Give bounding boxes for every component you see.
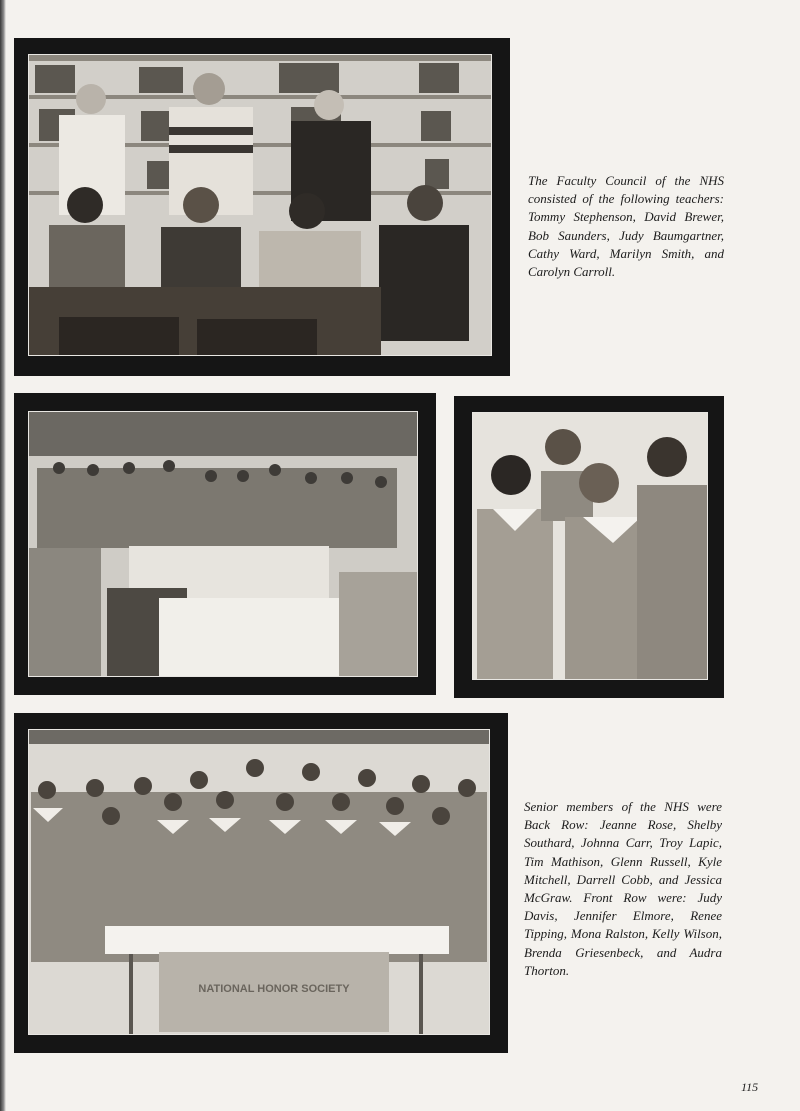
- page-number: 115: [741, 1080, 759, 1094]
- faculty-council-photo: [28, 54, 492, 356]
- ceremony-photo-frame: [14, 393, 436, 695]
- ceremony-photo: [28, 411, 418, 677]
- students-robes-photo: [472, 412, 708, 680]
- honor-society-banner: NATIONAL HONOR SOCIETY: [198, 983, 350, 995]
- faculty-caption: The Faculty Council of the NHS consisted of the following teachers: Tommy Stephenson, David Brewer, Bob Saunders, Judy Baumgartner, Cathy Ward, Marilyn Smith, and Carolyn Carroll.: [528, 173, 724, 280]
- seniors-group-photo: [28, 729, 490, 1035]
- students-photo-frame: [454, 396, 724, 698]
- seniors-caption: Senior members of the NHS were Back Row: Jeanne Rose, Shelby Southard, Johnna Carr, Troy Lapic, Tim Mathison, Glenn Russell, Kyle Mitchell, Darrell Cobb, and Jessica McGraw. Front Row were: Judy Davis, Jennifer Elmore, Renee Tipping, Mona Ralston, Kelly Wilson, Brenda Griesenbeck, and Audra Thorton.: [524, 799, 722, 978]
- page-binding-edge: [0, 0, 6, 1111]
- faculty-photo-frame: [14, 38, 510, 376]
- seniors-photo-frame: [14, 713, 508, 1053]
